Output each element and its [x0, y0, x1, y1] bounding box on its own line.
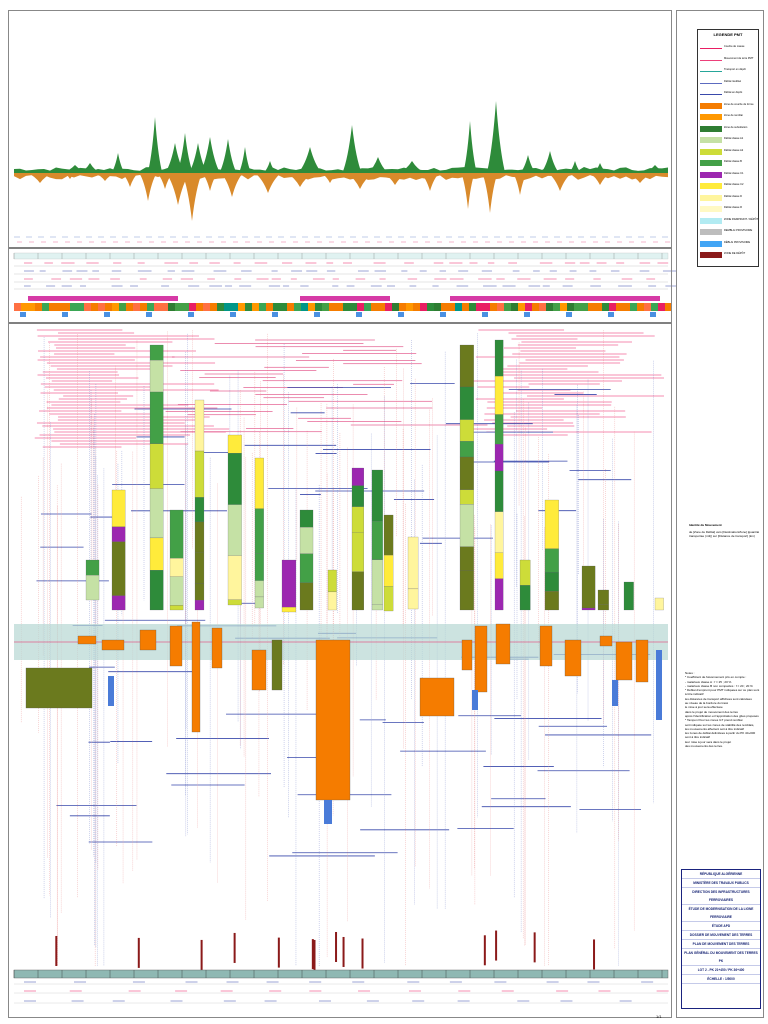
legend-label: Mouvement de terre PMT — [724, 56, 754, 60]
legend-swatch — [700, 57, 722, 61]
title-block-line: MINISTÈRE DES TRAVAUX PUBLICS — [682, 879, 760, 888]
note-line: des mouvements des terres. — [685, 744, 723, 749]
legend-swatch — [700, 149, 722, 155]
legend-swatch — [700, 252, 722, 258]
legend-label: Déblai réutilisé — [724, 79, 742, 83]
note-line: leur mise à jour sera dans le projet — [685, 739, 732, 744]
note-line: le mise à jour sera effectuée — [685, 705, 723, 710]
movement-note-text: de [Zone de Déblai] vers [Destination/Zone] [quantité transportée (m3)] sur [Distance de transport] (km) — [689, 530, 760, 538]
note-line: - matériaux classe A : f = 25 ; 20 % — [685, 679, 732, 684]
legend-item — [700, 136, 756, 144]
legend-swatch — [700, 45, 722, 49]
legend-item — [700, 171, 756, 179]
legend-item — [700, 67, 756, 75]
legend-item — [700, 148, 756, 156]
note-line: dans le projet de mouvement des terres — [685, 709, 738, 714]
title-block-line: ÉCHELLE : 1/5000 — [682, 975, 760, 984]
legend-item — [700, 205, 756, 213]
legend-label: REMBLAI PROVISOIRE — [724, 229, 753, 232]
legend-swatch — [700, 160, 722, 166]
legend-title: LEGENDE PMT — [713, 32, 743, 37]
legend-label: Transport en dépôt — [724, 68, 746, 71]
legend-label: Zone de couche de forme — [724, 102, 754, 106]
note-line: après l'identification et l'approbation des gîtes proposés — [685, 713, 759, 718]
legend-item — [700, 194, 756, 202]
legend-label: Zone de substitution — [724, 125, 748, 129]
legend-item — [700, 79, 756, 87]
drawing-frame — [8, 10, 672, 1018]
title-block — [681, 869, 761, 1009]
legend-swatch — [700, 229, 722, 235]
note-line: soit indiquée sur les zones de stabilité des remblais, — [685, 722, 755, 727]
note-line: les zones de déblai délimitées à partir du PK 40+000 sont à titre indicatif — [685, 731, 756, 740]
legend-item — [700, 251, 756, 259]
notes-heading: Notes : — [685, 671, 695, 675]
legend-swatch — [700, 241, 722, 247]
note-line: * Coefficient de foisonnement pris en compte : — [685, 675, 747, 680]
legend-swatch — [700, 183, 722, 189]
notes — [685, 671, 761, 748]
title-block-line: PLAN DE MOUVEMENT DES TERRES — [682, 940, 760, 949]
legend-label: DÉBLAI PROVISOIRE — [724, 240, 751, 244]
movement-identity-note — [689, 523, 763, 538]
note-line: les distances de transport affichées sont calculées — [685, 696, 752, 701]
legend-label: Déblai classe A1 — [724, 137, 744, 140]
note-line: au niveau de la bordure du tracé — [685, 701, 729, 706]
legend-label: Déblai classe C1 — [724, 171, 744, 175]
legend-label: Déblai classe D — [724, 194, 743, 198]
legend-item — [700, 217, 759, 225]
note-line: - matériaux classe B non compactés : f = 20 ; 20 % — [685, 683, 753, 688]
title-block-line: LOT 2 - PK 21+450 / PK 36+400 — [682, 966, 760, 975]
title-block-line: ÉTUDE DE MODERNISATION DE LA LIGNE FERROVIAIRE — [682, 905, 760, 922]
legend-swatch — [700, 91, 722, 95]
legend-swatch — [700, 195, 722, 201]
title-block-line: DIRECTION DES INFRASTRUCTURES FERROVIAIRES — [682, 888, 760, 905]
legend-label: Déblai classe R — [724, 206, 743, 209]
legend-item — [700, 90, 756, 98]
legend-item — [700, 182, 756, 190]
title-block-line: ÉTUDE APD — [682, 922, 760, 931]
legend-label: Déblai classe C2 — [724, 183, 744, 186]
legend-swatch — [700, 103, 722, 109]
legend-swatch — [700, 218, 722, 224]
page-number: 1/1 — [656, 1014, 662, 1019]
side-panel — [676, 10, 764, 1018]
legend-swatch — [700, 68, 722, 72]
legend-item — [700, 228, 756, 236]
legend-item — [700, 240, 756, 248]
legend-item — [700, 102, 756, 110]
legend-swatch — [700, 172, 722, 178]
legend-item — [700, 159, 756, 167]
legend-label: Zone de remblai — [724, 114, 743, 117]
legend-label: ZONE DE DÉPÔT — [724, 252, 746, 255]
note-line: * Déblai d'emprunt pour PMT indiquées sur ce plan sont à titre indicatif — [685, 688, 760, 697]
legend-item — [700, 44, 756, 52]
legend-label: Déblai classe A2 — [724, 148, 744, 152]
legend-label: Courbe de masse — [724, 45, 745, 48]
note-line: * Tampon Pour les zones GT prend remblai — [685, 718, 743, 723]
legend-label: Déblai classe B — [724, 160, 742, 163]
legend-swatch — [700, 114, 722, 120]
legend-item — [700, 56, 756, 64]
legend-swatch — [700, 206, 722, 212]
legend-item — [700, 125, 756, 133]
legend — [697, 29, 759, 267]
movement-note-heading: Identité du Mouvement — [689, 523, 722, 527]
title-block-line: DOSSIER DE MOUVEMENT DES TERRES — [682, 931, 760, 940]
legend-swatch — [700, 80, 722, 84]
legend-label: Déblai en dépôt — [724, 91, 743, 94]
title-block-line: PLAN GÉNÉRAL DU MOUVEMENT DES TERRES PK — [682, 949, 760, 966]
legend-label: ZONE D'EMPRUNT / DÉPÔT — [724, 217, 759, 221]
title-block-line: RÉPUBLIQUE ALGÉRIENNE — [682, 870, 760, 879]
legend-item — [700, 113, 756, 121]
legend-swatch — [700, 126, 722, 132]
legend-swatch — [700, 137, 722, 143]
note-line: les mouvements affectent soit à titre indicatif — [685, 726, 744, 731]
